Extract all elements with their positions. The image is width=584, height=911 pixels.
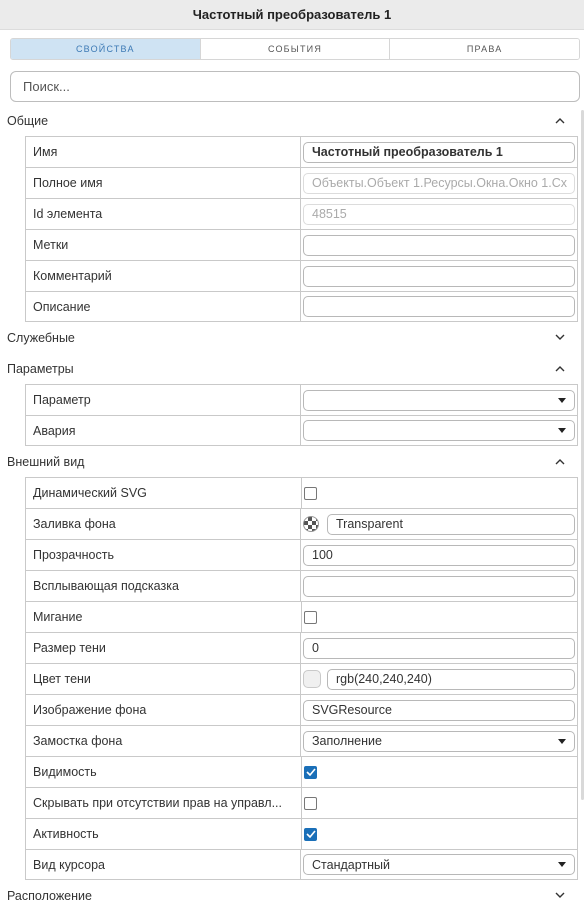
caret-down-icon [558, 428, 566, 433]
alarm-select[interactable] [303, 420, 575, 441]
property-row-tags [26, 229, 577, 260]
chevron-down-icon [554, 890, 566, 902]
property-row-comment [26, 260, 577, 291]
search-input[interactable] [10, 71, 580, 102]
full-name-field: Объекты.Объект 1.Ресурсы.Окна.Окно 1.Сх [303, 173, 575, 194]
select-value: Заполнение [312, 734, 382, 748]
element-id-field: 48515 [303, 204, 575, 225]
property-row-tooltip [26, 570, 577, 601]
property-label: Заливка фона [26, 509, 301, 539]
checkmark-icon [306, 768, 316, 776]
property-label: Размер тени [26, 633, 301, 663]
property-label: Замостка фона [26, 726, 301, 756]
blink-checkbox[interactable] [304, 611, 317, 624]
tab-events[interactable]: СОБЫТИЯ [201, 39, 391, 59]
section-title: Внешний вид [7, 454, 85, 469]
section-appearance-table [25, 477, 578, 880]
tooltip-field[interactable] [303, 576, 575, 597]
property-row-description [26, 291, 577, 322]
color-swatch[interactable] [303, 670, 321, 688]
bg-tiling-select[interactable] [303, 731, 575, 752]
property-label: Id элемента [26, 199, 301, 229]
tab-bar [10, 38, 580, 60]
name-field[interactable]: Частотный преобразователь 1 [303, 142, 575, 163]
property-row-name [26, 136, 577, 167]
property-row-alarm [26, 415, 577, 446]
cursor-select[interactable] [303, 854, 575, 875]
property-label: Метки [26, 230, 301, 260]
property-row-bg-tiling [26, 725, 577, 756]
properties-panel [0, 105, 580, 911]
transparent-swatch-icon[interactable] [303, 516, 319, 532]
property-row-parameter [26, 384, 577, 415]
shadow-size-field[interactable]: 0 [303, 638, 575, 659]
section-general-header[interactable] [0, 105, 580, 136]
property-label: Активность [26, 819, 302, 849]
caret-down-icon [558, 398, 566, 403]
property-row-opacity [26, 539, 577, 570]
property-label: Видимость [26, 757, 302, 787]
chevron-up-icon [554, 456, 566, 468]
bg-fill-field[interactable]: Transparent [327, 514, 575, 535]
property-label: Всплывающая подсказка [26, 571, 301, 601]
property-label: Параметр [26, 385, 301, 415]
section-title: Служебные [7, 330, 75, 345]
property-label: Изображение фона [26, 695, 301, 725]
chevron-up-icon [554, 363, 566, 375]
property-row-cursor [26, 849, 577, 880]
property-label: Цвет тени [26, 664, 301, 694]
property-label: Динамический SVG [26, 478, 302, 508]
caret-down-icon [558, 862, 566, 867]
section-location-header[interactable] [0, 880, 580, 911]
property-row-dynamic-svg [26, 477, 577, 508]
property-label: Прозрачность [26, 540, 301, 570]
tab-rights[interactable]: ПРАВА [390, 39, 579, 59]
chevron-up-icon [554, 115, 566, 127]
section-title: Параметры [7, 361, 74, 376]
section-parameters-table [25, 384, 578, 446]
property-label: Имя [26, 137, 301, 167]
property-row-element-id [26, 198, 577, 229]
section-general-table [25, 136, 578, 322]
panel-title: Частотный преобразователь 1 [0, 0, 584, 30]
comment-field[interactable] [303, 266, 575, 287]
shadow-color-field[interactable]: rgb(240,240,240) [327, 669, 575, 690]
section-service-header[interactable] [0, 322, 580, 353]
section-title: Расположение [7, 888, 92, 903]
tags-field[interactable] [303, 235, 575, 256]
property-label: Комментарий [26, 261, 301, 291]
property-label: Мигание [26, 602, 302, 632]
bg-image-field[interactable]: SVGResource [303, 700, 575, 721]
description-field[interactable] [303, 296, 575, 317]
active-checkbox[interactable] [304, 828, 317, 841]
opacity-field[interactable]: 100 [303, 545, 575, 566]
property-row-hide-no-rights [26, 787, 577, 818]
property-row-active [26, 818, 577, 849]
section-appearance-header[interactable] [0, 446, 580, 477]
property-row-full-name [26, 167, 577, 198]
property-label: Описание [26, 292, 301, 321]
section-title: Общие [7, 113, 49, 128]
property-label: Скрывать при отсутствии прав на управл... [26, 788, 302, 818]
section-parameters-header[interactable] [0, 353, 580, 384]
checkmark-icon [306, 830, 316, 838]
dynamic-svg-checkbox[interactable] [304, 487, 317, 500]
property-row-visibility [26, 756, 577, 787]
property-label: Вид курсора [26, 850, 301, 879]
property-row-shadow-color [26, 663, 577, 694]
tab-properties[interactable]: СВОЙСТВА [11, 39, 201, 59]
select-value: Стандартный [312, 857, 390, 872]
property-row-bg-fill [26, 508, 577, 539]
property-row-blink [26, 601, 577, 632]
property-row-shadow-size [26, 632, 577, 663]
hide-no-rights-checkbox[interactable] [304, 797, 317, 810]
chevron-down-icon [554, 332, 566, 344]
property-label: Авария [26, 416, 301, 445]
parameter-select[interactable] [303, 390, 575, 411]
visibility-checkbox[interactable] [304, 766, 317, 779]
property-row-bg-image [26, 694, 577, 725]
caret-down-icon [558, 739, 566, 744]
property-label: Полное имя [26, 168, 301, 198]
